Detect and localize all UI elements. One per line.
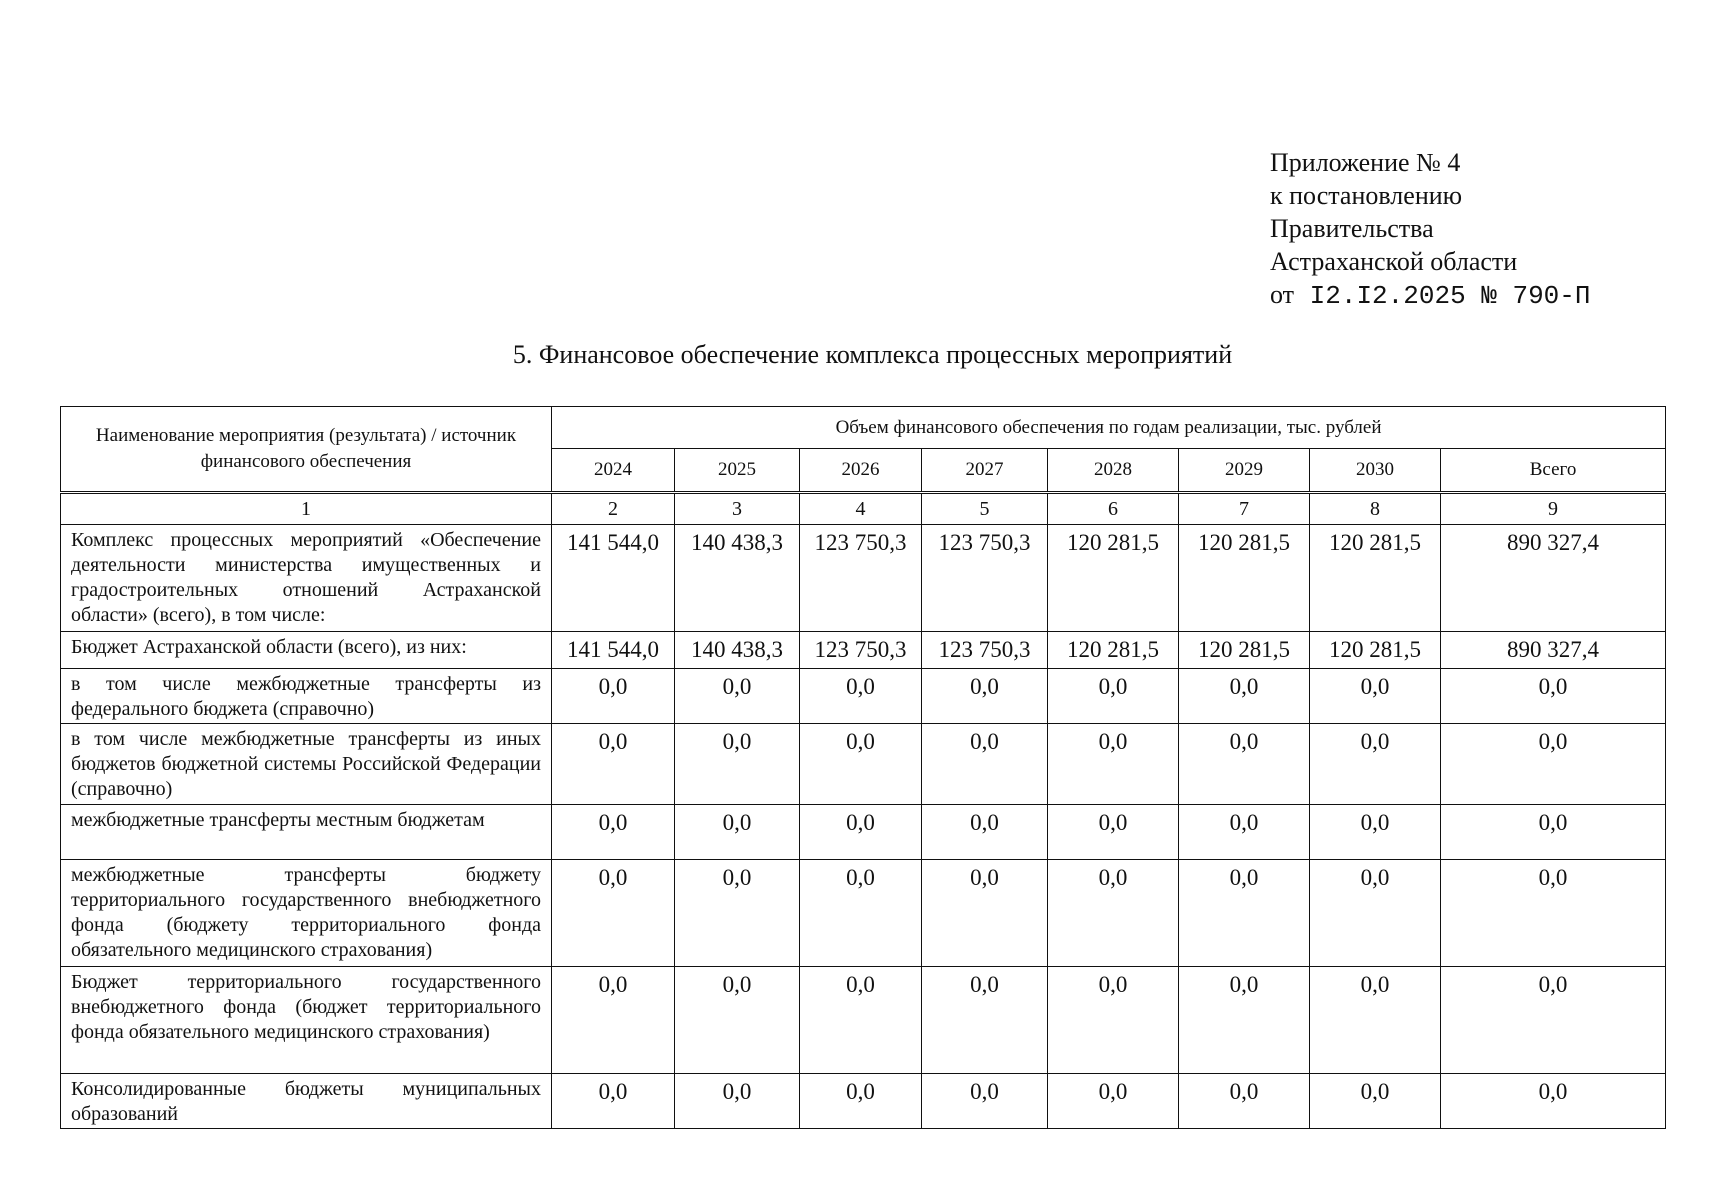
cell-value: 0,0 — [1179, 669, 1310, 724]
column-index: 3 — [675, 493, 800, 525]
column-index-row — [61, 493, 1666, 525]
cell-value: 0,0 — [1179, 860, 1310, 967]
cell-value: 0,0 — [1310, 1074, 1441, 1129]
table-row — [61, 525, 1666, 632]
table-row — [61, 724, 1666, 805]
cell-value: 0,0 — [1310, 860, 1441, 967]
cell-value: 0,0 — [1048, 1074, 1179, 1129]
cell-value: 0,0 — [1310, 669, 1441, 724]
appendix-block — [1270, 146, 1591, 313]
column-index: 1 — [61, 493, 552, 525]
cell-value: 0,0 — [800, 669, 922, 724]
header-year: 2027 — [922, 449, 1048, 493]
row-name: Консолидированные бюджеты муниципальных образований — [61, 1074, 552, 1129]
cell-value: 0,0 — [800, 860, 922, 967]
cell-value: 0,0 — [1048, 967, 1179, 1074]
header-year: 2030 — [1310, 449, 1441, 493]
header-year: 2025 — [675, 449, 800, 493]
header-volume: Объем финансового обеспечения по годам реализации, тыс. рублей — [552, 407, 1666, 449]
header-year: 2026 — [800, 449, 922, 493]
table-row — [61, 860, 1666, 967]
row-name: межбюджетные трансферты местным бюджетам — [61, 805, 552, 860]
cell-value: 140 438,3 — [675, 525, 800, 632]
cell-value: 140 438,3 — [675, 632, 800, 669]
cell-total: 0,0 — [1441, 669, 1666, 724]
cell-value: 0,0 — [922, 860, 1048, 967]
column-index: 7 — [1179, 493, 1310, 525]
appendix-date-label: от — [1270, 280, 1295, 309]
appendix-line-1: Приложение № 4 — [1270, 148, 1461, 177]
cell-total: 0,0 — [1441, 724, 1666, 805]
row-name: в том числе межбюджетные трансферты из иных бюджетов бюджетной системы Российской Федерации (справочно) — [61, 724, 552, 805]
cell-value: 0,0 — [800, 967, 922, 1074]
appendix-date-line — [1270, 278, 1591, 313]
cell-total: 0,0 — [1441, 805, 1666, 860]
cell-value: 0,0 — [1048, 860, 1179, 967]
table-row — [61, 805, 1666, 860]
cell-value: 123 750,3 — [922, 525, 1048, 632]
cell-value: 0,0 — [1310, 967, 1441, 1074]
column-index: 5 — [922, 493, 1048, 525]
row-name: Бюджет территориального государственного внебюджетного фонда (бюджет территориального фонда обязательного медицинского страхования) — [61, 967, 552, 1074]
cell-value: 0,0 — [675, 1074, 800, 1129]
cell-value: 0,0 — [1179, 724, 1310, 805]
cell-total: 0,0 — [1441, 860, 1666, 967]
cell-value: 0,0 — [800, 805, 922, 860]
table-row — [61, 669, 1666, 724]
cell-value: 120 281,5 — [1048, 525, 1179, 632]
header-year: 2029 — [1179, 449, 1310, 493]
cell-total: 890 327,4 — [1441, 632, 1666, 669]
header-year: 2024 — [552, 449, 675, 493]
table-row — [61, 967, 1666, 1074]
cell-value: 0,0 — [922, 1074, 1048, 1129]
table-row — [61, 632, 1666, 669]
cell-value: 0,0 — [552, 805, 675, 860]
appendix-date-value: I2.I2.2025 № 790-П — [1309, 281, 1591, 311]
row-name: Комплекс процессных мероприятий «Обеспечение деятельности министерства имущественных и градостроительных отношений Астраханской области» (всего), в том числе: — [61, 525, 552, 632]
column-index: 2 — [552, 493, 675, 525]
appendix-line-2: к постановлению — [1270, 181, 1463, 210]
cell-value: 0,0 — [552, 860, 675, 967]
cell-total: 890 327,4 — [1441, 525, 1666, 632]
cell-value: 123 750,3 — [800, 632, 922, 669]
cell-value: 120 281,5 — [1310, 525, 1441, 632]
cell-value: 0,0 — [675, 669, 800, 724]
cell-total: 0,0 — [1441, 967, 1666, 1074]
cell-value: 0,0 — [922, 967, 1048, 1074]
column-index: 6 — [1048, 493, 1179, 525]
cell-value: 123 750,3 — [922, 632, 1048, 669]
cell-value: 0,0 — [1048, 724, 1179, 805]
cell-value: 120 281,5 — [1179, 525, 1310, 632]
cell-value: 0,0 — [800, 1074, 922, 1129]
cell-value: 0,0 — [1310, 805, 1441, 860]
appendix-line-3: Правительства — [1270, 214, 1434, 243]
cell-value: 0,0 — [1179, 967, 1310, 1074]
cell-value: 0,0 — [922, 805, 1048, 860]
appendix-line-4: Астраханской области — [1270, 247, 1518, 276]
cell-value: 0,0 — [1310, 724, 1441, 805]
header-year: 2028 — [1048, 449, 1179, 493]
cell-value: 0,0 — [1048, 669, 1179, 724]
column-index: 4 — [800, 493, 922, 525]
column-index: 9 — [1441, 493, 1666, 525]
cell-total: 0,0 — [1441, 1074, 1666, 1129]
cell-value: 0,0 — [675, 967, 800, 1074]
cell-value: 0,0 — [922, 724, 1048, 805]
row-name: в том числе межбюджетные трансферты из федерального бюджета (справочно) — [61, 669, 552, 724]
header-total: Всего — [1441, 449, 1666, 493]
cell-value: 120 281,5 — [1048, 632, 1179, 669]
cell-value: 0,0 — [800, 724, 922, 805]
cell-value: 120 281,5 — [1179, 632, 1310, 669]
financing-table — [60, 406, 1666, 1129]
column-index: 8 — [1310, 493, 1441, 525]
cell-value: 0,0 — [675, 724, 800, 805]
cell-value: 0,0 — [1048, 805, 1179, 860]
cell-value: 141 544,0 — [552, 632, 675, 669]
cell-value: 0,0 — [1179, 805, 1310, 860]
cell-value: 0,0 — [922, 669, 1048, 724]
header-name: Наименование мероприятия (результата) / источник финансового обеспечения — [61, 407, 552, 493]
cell-value: 0,0 — [552, 669, 675, 724]
cell-value: 141 544,0 — [552, 525, 675, 632]
row-name: межбюджетные трансферты бюджету территориального государственного внебюджетного фонда (бюджету территориального фонда обязательного медицинского страхования) — [61, 860, 552, 967]
table-row — [61, 1074, 1666, 1129]
cell-value: 0,0 — [552, 724, 675, 805]
row-name: Бюджет Астраханской области (всего), из них: — [61, 632, 552, 669]
cell-value: 123 750,3 — [800, 525, 922, 632]
cell-value: 0,0 — [552, 1074, 675, 1129]
cell-value: 0,0 — [675, 860, 800, 967]
cell-value: 0,0 — [1179, 1074, 1310, 1129]
cell-value: 0,0 — [675, 805, 800, 860]
document-title: 5. Финансовое обеспечение комплекса процессных мероприятий — [512, 340, 1233, 369]
cell-value: 120 281,5 — [1310, 632, 1441, 669]
cell-value: 0,0 — [552, 967, 675, 1074]
